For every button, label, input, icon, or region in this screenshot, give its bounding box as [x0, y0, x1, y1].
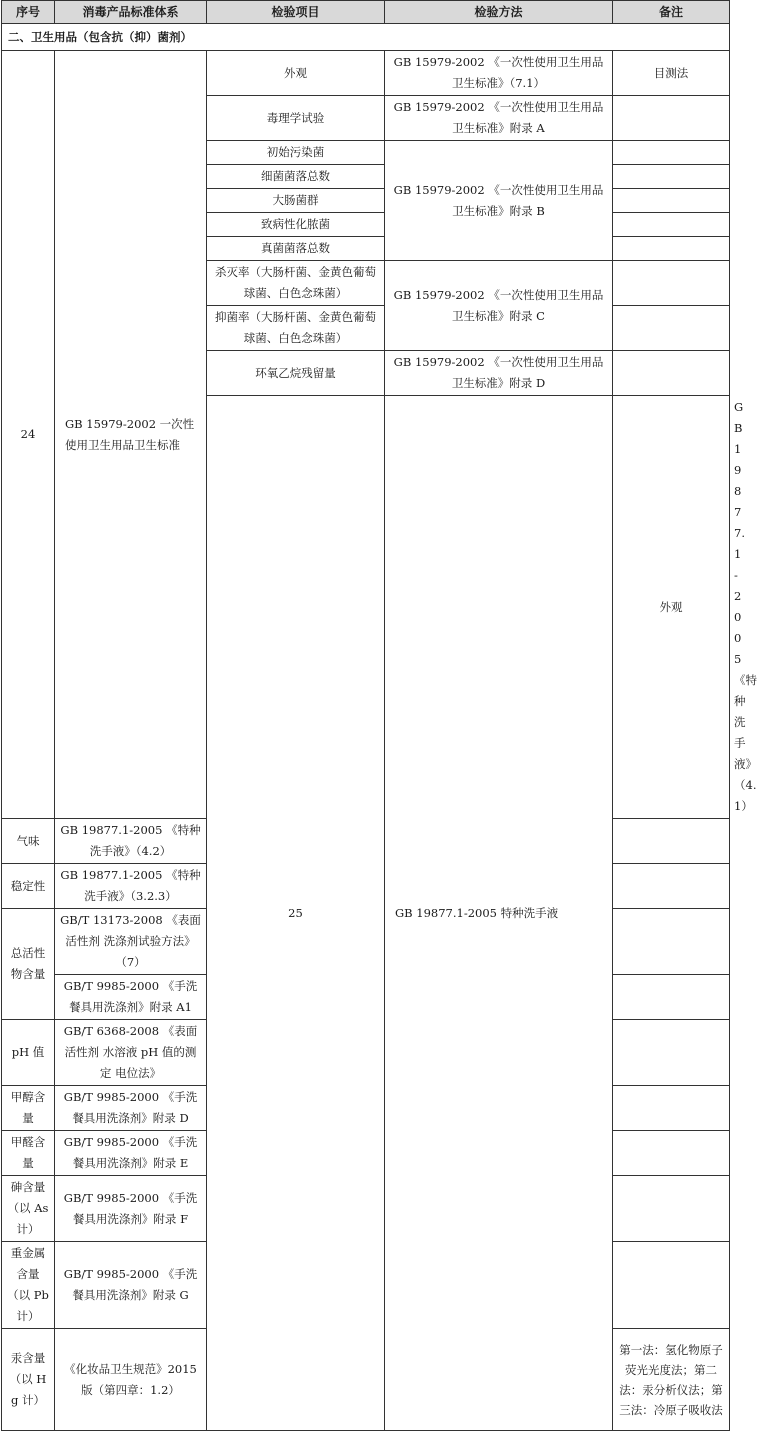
standard-25: GB 19877.1-2005 特种洗手液 [385, 396, 613, 1431]
header-row [2, 1, 730, 24]
note-cell [613, 1242, 730, 1329]
method-cell: GB 19877.1-2005 《特种洗手液》（3.2.3） [55, 864, 207, 909]
note-cell [613, 189, 730, 213]
table-row [2, 51, 730, 96]
item-cell: 砷含量（以 As 计） [2, 1176, 55, 1242]
seq-25: 25 [207, 396, 385, 1431]
item-cell: 真菌菌落总数 [207, 237, 385, 261]
note-cell [613, 261, 730, 306]
item-cell: 重金属含量（以 Pb 计） [2, 1242, 55, 1329]
method-cell: 《化妆品卫生规范》2015 版（第四章：1.2） [55, 1329, 207, 1431]
item-cell: 气味 [2, 819, 55, 864]
item-cell: 初始污染菌 [207, 141, 385, 165]
item-cell: 细菌菌落总数 [207, 165, 385, 189]
note-cell [613, 213, 730, 237]
section-title: 二、卫生用品（包含抗（抑）菌剂） [2, 24, 730, 51]
header-system: 消毒产品标准体系 [55, 1, 207, 24]
method-cell: GB/T 9985-2000 《手洗餐具用洗涤剂》附录 G [55, 1242, 207, 1329]
method-cell: GB 15979-2002 《一次性使用卫生用品卫生标准》（7.1） [385, 51, 613, 96]
item-cell: 汞含量（以 Hg 计） [2, 1329, 55, 1431]
section-row [2, 24, 730, 51]
method-cell: GB 15979-2002 《一次性使用卫生用品卫生标准》附录 C [385, 261, 613, 351]
method-cell: GB 15979-2002 《一次性使用卫生用品卫生标准》附录 A [385, 96, 613, 141]
item-cell: 毒理学试验 [207, 96, 385, 141]
item-cell: 致病性化脓菌 [207, 213, 385, 237]
note-cell [613, 864, 730, 909]
seq-24: 24 [2, 51, 55, 819]
method-cell: GB 15979-2002 《一次性使用卫生用品卫生标准》附录 B [385, 141, 613, 261]
item-cell: 抑菌率（大肠杆菌、金黄色葡萄球菌、白色念珠菌） [207, 306, 385, 351]
note-cell: 第一法：氢化物原子荧光光度法；第二法：汞分析仪法；第三法：冷原子吸收法 [613, 1329, 730, 1431]
item-cell: pH 值 [2, 1020, 55, 1086]
item-cell: 稳定性 [2, 864, 55, 909]
method-cell: GB 15979-2002 《一次性使用卫生用品卫生标准》附录 D [385, 351, 613, 396]
method-cell: GB/T 6368-2008 《表面活性剂 水溶液 pH 值的测定 电位法》 [55, 1020, 207, 1086]
note-cell [613, 909, 730, 975]
note-cell [613, 975, 730, 1020]
item-cell: 外观 [613, 396, 730, 819]
header-seq: 序号 [2, 1, 55, 24]
note-cell [613, 1176, 730, 1242]
note-cell [613, 165, 730, 189]
method-cell: GB/T 9985-2000 《手洗餐具用洗涤剂》附录 D [55, 1086, 207, 1131]
method-cell: GB/T 9985-2000 《手洗餐具用洗涤剂》附录 A1 [55, 975, 207, 1020]
note-cell [613, 306, 730, 351]
item-cell: 环氧乙烷残留量 [207, 351, 385, 396]
standards-table [1, 0, 757, 1431]
header-item: 检验项目 [207, 1, 385, 24]
table-row: 25 GB 19877.1-2005 特种洗手液 外观 GB 19877.1-2005 《特种洗手液》（4.1） [2, 396, 730, 819]
note-cell [613, 351, 730, 396]
item-cell: 总活性物含量 [2, 909, 55, 1020]
item-cell: 外观 [207, 51, 385, 96]
item-cell: 甲醛含量 [2, 1131, 55, 1176]
note-cell [613, 819, 730, 864]
item-cell: 杀灭率（大肠杆菌、金黄色葡萄球菌、白色念珠菌） [207, 261, 385, 306]
item-cell: 甲醇含量 [2, 1086, 55, 1131]
note-cell [613, 237, 730, 261]
note-cell [613, 1020, 730, 1086]
method-cell: GB/T 9985-2000 《手洗餐具用洗涤剂》附录 E [55, 1131, 207, 1176]
note-cell [613, 96, 730, 141]
method-cell: GB/T 13173-2008 《表面活性剂 洗涤剂试验方法》（7） [55, 909, 207, 975]
header-note: 备注 [613, 1, 730, 24]
method-cell: GB 19877.1-2005 《特种洗手液》（4.2） [55, 819, 207, 864]
header-method: 检验方法 [385, 1, 613, 24]
note-cell: 目测法 [613, 51, 730, 96]
standard-24: GB 15979-2002 一次性使用卫生用品卫生标准 [55, 51, 207, 819]
note-cell [613, 1131, 730, 1176]
note-cell [613, 141, 730, 165]
note-cell [613, 1086, 730, 1131]
method-cell: GB/T 9985-2000 《手洗餐具用洗涤剂》附录 F [55, 1176, 207, 1242]
item-cell: 大肠菌群 [207, 189, 385, 213]
